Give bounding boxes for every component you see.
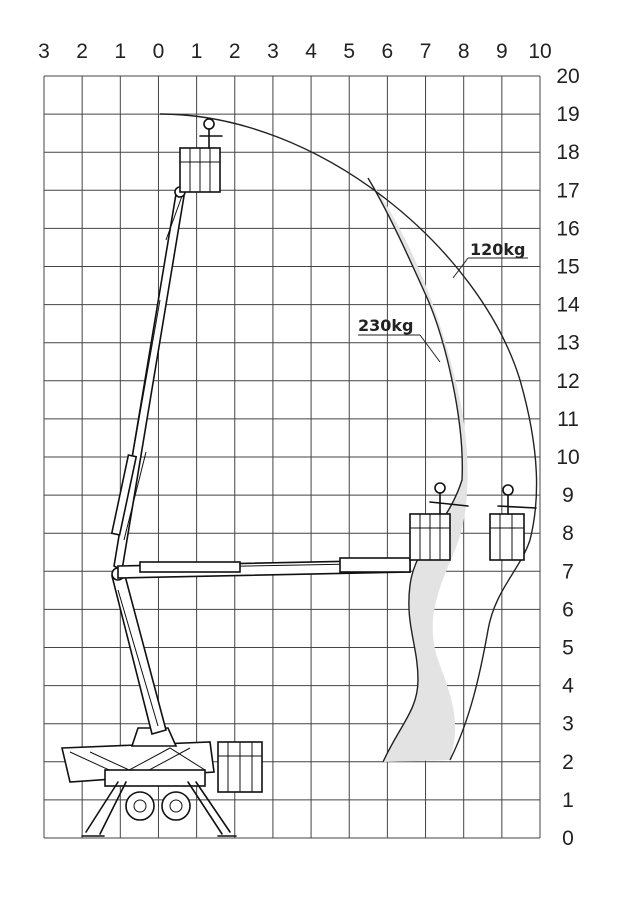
y-tick-label: 15 — [556, 255, 580, 279]
y-tick-label: 2 — [562, 750, 574, 774]
y-tick-label: 8 — [562, 522, 574, 546]
x-tick-label: 10 — [528, 40, 552, 63]
load-label-120: 120kg — [470, 240, 526, 259]
x-tick-label: 3 — [38, 40, 50, 63]
x-tick-label: 9 — [496, 40, 508, 63]
y-tick-label: 18 — [556, 141, 580, 165]
y-tick-label: 0 — [562, 827, 574, 850]
machine-base — [62, 728, 262, 836]
upper-boom-raised — [112, 187, 185, 570]
load-label-120-pointer — [453, 258, 468, 278]
x-tick-label: 1 — [190, 40, 203, 63]
basket-120kg-reach — [490, 485, 536, 560]
y-tick-label: 6 — [562, 598, 574, 622]
load-label-230: 230kg — [358, 316, 414, 335]
y-tick-label: 13 — [556, 331, 580, 355]
x-tick-label: 1 — [114, 40, 127, 63]
y-tick-label: 20 — [556, 65, 580, 88]
x-tick-label: 6 — [381, 40, 394, 63]
y-tick-label: 14 — [556, 293, 580, 317]
y-tick-label: 1 — [562, 788, 574, 812]
x-tick-label: 2 — [228, 40, 241, 63]
y-tick-label: 12 — [556, 369, 580, 393]
x-tick-label: 3 — [267, 40, 279, 63]
horizontal-boom — [118, 558, 410, 578]
x-tick-label: 5 — [343, 40, 356, 63]
y-tick-label: 4 — [562, 674, 574, 698]
load-label-230-pointer — [420, 335, 440, 362]
y-tick-label: 16 — [556, 217, 580, 241]
y-tick-label: 17 — [556, 179, 580, 203]
x-tick-label: 0 — [152, 40, 165, 63]
y-tick-label: 3 — [562, 712, 574, 736]
envelope-curve-120kg — [160, 114, 537, 760]
y-tick-label: 7 — [562, 560, 574, 584]
y-tick-label: 9 — [562, 484, 574, 508]
x-tick-label: 2 — [76, 40, 88, 63]
x-axis-tick-labels — [38, 40, 552, 63]
y-tick-label: 19 — [556, 103, 580, 127]
y-axis-tick-labels — [556, 65, 580, 850]
y-tick-label: 11 — [557, 407, 579, 431]
raised-basket — [180, 119, 222, 192]
x-tick-label: 8 — [457, 40, 470, 63]
y-tick-label: 5 — [562, 636, 574, 660]
x-tick-label: 4 — [305, 40, 317, 63]
x-tick-label: 7 — [419, 40, 432, 63]
y-tick-label: 10 — [556, 446, 580, 469]
